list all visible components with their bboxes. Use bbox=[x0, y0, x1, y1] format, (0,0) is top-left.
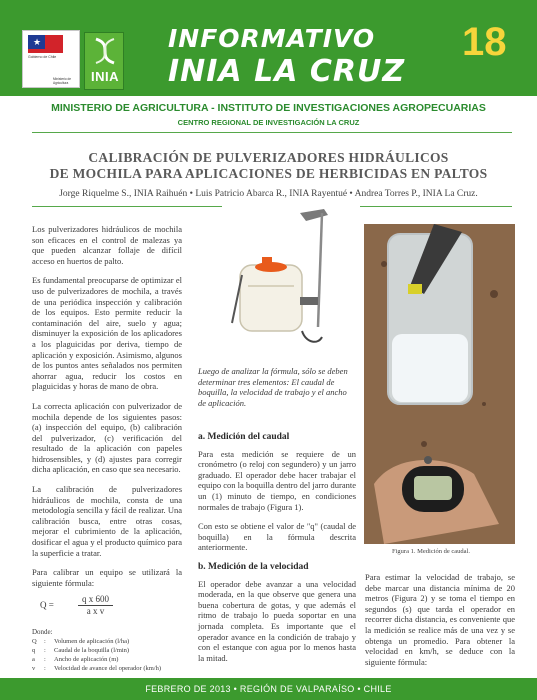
inia-helix-icon bbox=[92, 37, 118, 65]
paragraph: La correcta aplicación con pulverizador de mochila depende de los siguientes pasos: (a) inspección del equipo, (b) calibración del pulverizador, (c) verificación del resultado de la aplicación con papeles hidrosensibles, y (d) ajustes para corregir dicha aplicación, en caso que sea necesario. bbox=[32, 400, 182, 475]
paragraph: El operador debe avanzar a una velocidad moderada, en la que observe que genera una buena cobertura de gotas, y que además el ritmo de trabajo lo pueda soportar en una jornada completa. Es importante que el operador avance en la condición de trabajo y con el estanque con agua por lo menos hasta la mitad. bbox=[198, 578, 356, 663]
legend-item: Q : Volumen de aplicación (l/ha) bbox=[32, 638, 130, 646]
gob-logo-text: Gobierno de Chile bbox=[28, 55, 57, 59]
masthead bbox=[0, 0, 537, 96]
column-2 bbox=[198, 430, 356, 672]
calibration-formula bbox=[40, 594, 182, 616]
legend-title: Donde: bbox=[32, 627, 53, 636]
article-authors: Jorge Riquelme S., INIA Raihuén • Luis Patricio Abarca R., INIA Rayentué • Andrea Torres P., INIA La Cruz. bbox=[59, 189, 478, 199]
publication-title-line1: INFORMATIVO bbox=[168, 24, 376, 53]
column-1 bbox=[32, 224, 182, 673]
section-heading-caudal: a. Medición del caudal bbox=[198, 432, 290, 442]
inia-logo bbox=[84, 32, 124, 90]
paragraph: La calibración de pulverizadores hidráulicos de mochila, consta de una metodología sencilla y fácil de realizar. Una calibración busca, entre otras cosas, mejorar el cubrimiento de la aplicación, dosificar el agua y el producto químico para la superficie a tratar. bbox=[32, 484, 182, 558]
formula-denominator: a x v bbox=[86, 606, 105, 616]
formula-lhs: Q = bbox=[40, 600, 54, 611]
section-heading-velocidad: b. Medición de la velocidad bbox=[198, 561, 309, 572]
legend-item: a : Ancho de aplicación (m) bbox=[32, 656, 119, 664]
issue-number: 18 bbox=[462, 20, 507, 64]
publication-title-line2: INIA LA CRUZ bbox=[168, 54, 406, 89]
backpack-sprayer-image bbox=[222, 205, 360, 365]
figure-1-caption: Figura 1. Medición de caudal. bbox=[392, 548, 470, 555]
sprayer-caption: Luego de analizar la fórmula, sólo se deben determinar tres elementos: El caudal de boquilla, la velocidad de trabajo y el ancho de aplicación. bbox=[198, 366, 348, 408]
paragraph: Con esto se obtiene el valor de "q" (caudal de boquilla) en la fórmula descrita anteriormente. bbox=[198, 521, 356, 553]
column-3 bbox=[365, 572, 515, 676]
article-title-line1: CALIBRACIÓN DE PULVERIZADORES HIDRÁULICOS bbox=[88, 150, 449, 165]
footer: FEBRERO DE 2013 • REGIÓN DE VALPARAÍSO • CHILE bbox=[0, 678, 537, 700]
paragraph: Los pulverizadores hidráulicos de mochila son eficaces en el control de malezas ya que pueden alcanzar follaje de difícil acceso en huertos de palto. bbox=[32, 224, 182, 266]
paragraph: Para calibrar un equipo se utilizará la siguiente fórmula: bbox=[32, 567, 182, 588]
legend-item: v : Velocidad de avance del operador (km/h) bbox=[32, 665, 162, 673]
divider bbox=[32, 132, 512, 133]
flow-measurement-photo bbox=[364, 224, 515, 544]
paragraph: Para esta medición se requiere de un cronómetro (o reloj con segundero) y un jarro graduado. El operador debe hacer trabajar el equipo con la boquilla dentro del jarro durante un (1) minuto de tiempo, en condiciones normales de trabajo (Figura 1). bbox=[198, 448, 356, 512]
chile-flag-icon: ★ bbox=[28, 35, 45, 49]
paragraph: Para estimar la velocidad de trabajo, se debe marcar una distancia mínima de 20 metros (Figura 2) y se toma el tiempo en segundos (s) que tarda el operador en recorrer dicha distancia, es conveniente que la medición se realice más de una vez y se obtenga un promedio. Para obtener la velocidad en km/h, se deduce con la siguiente fórmula: bbox=[365, 572, 515, 667]
legend-item: q : Caudal de la boquilla (l/min) bbox=[32, 647, 130, 655]
paragraph: Es fundamental preocuparse de optimizar el uso de pulverizadores de mochila, a través de una periódica inspección y calibración de los equipos. Esto permite reducir la contaminación del aire, suelo y agua; disminuyer la exposición de los aplicadores a los plaguicidas por deriva, tiempo de aplicación y exposición. Asimismo, algunos de los puntos antes señalados nos permiten ahorrar agua, reducir los costos en plaguicidas y horas de mano de obra. bbox=[32, 275, 182, 392]
inia-logo-text: INIA bbox=[91, 69, 119, 84]
article-title-line2: DE MOCHILA PARA APLICACIONES DE HERBICIDAS EN PALTOS bbox=[49, 166, 488, 181]
ministry-line: MINISTERIO DE AGRICULTURA - INSTITUTO DE INVESTIGACIONES AGROPECUARIAS bbox=[51, 102, 486, 114]
gobierno-de-chile-logo bbox=[22, 30, 80, 88]
formula-numerator: q x 600 bbox=[78, 594, 113, 606]
research-center-line: CENTRO REGIONAL DE INVESTIGACIÓN LA CRUZ bbox=[177, 118, 360, 127]
gob-logo-ministry: Ministerio de Agricultura bbox=[53, 77, 72, 85]
